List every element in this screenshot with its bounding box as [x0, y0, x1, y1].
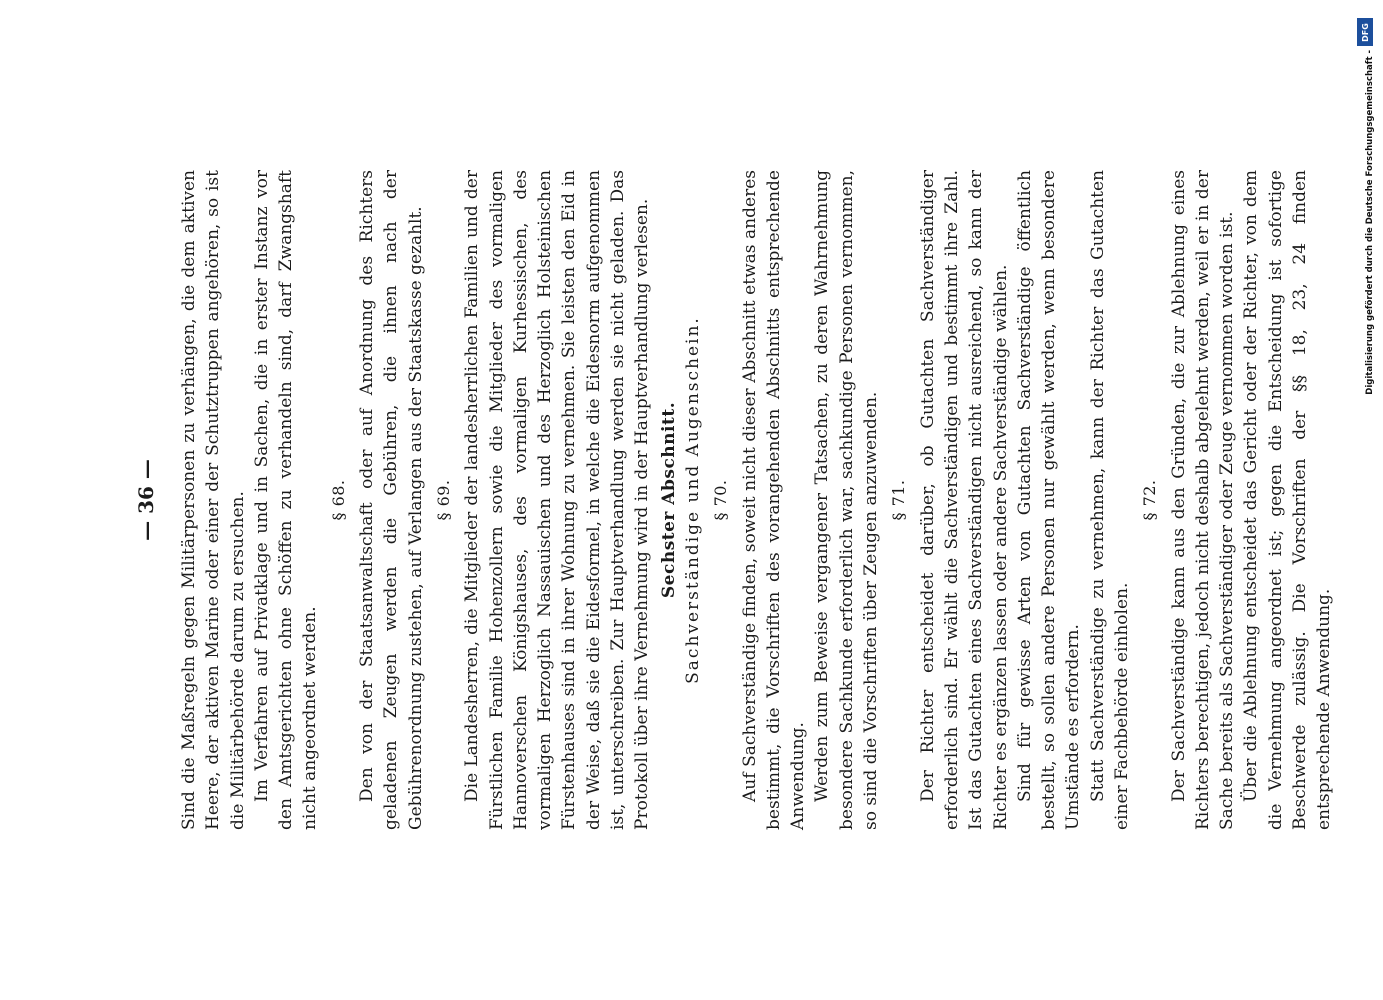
section-heading: § 68.	[328, 479, 348, 521]
paragraph: Der Sachverständige kann aus den Gründen, die zur Ablehnung eines Richters berechtigen, jedoch nicht deshalb abgelehnt werden, weil er in der Sache bereits als Sachverständiger oder Zeuge vernommen worden ist.	[1168, 170, 1238, 830]
paragraph: Sind die Maßregeln gegen Militärpersonen zu verhängen, die dem aktiven Heere, der aktiven Marine oder einer der Schutztruppen angehören, so ist die Militärbehörde darum zu ersuchen.	[179, 170, 248, 830]
dfg-logo: DFG	[1357, 18, 1373, 46]
section-heading: § 72.	[1140, 479, 1160, 521]
paragraph: Statt Sachverständige zu vernehmen, kann der Richter das Gutachten einer Fachbehörde einholen.	[1087, 170, 1132, 830]
paragraph: Im Verfahren auf Privatklage und in Sachen, die in erster Instanz vor den Amtsgerichten ohne Schöffen zu verhandeln sind, darf Zwangshaft nicht angeordnet werden.	[251, 170, 321, 830]
digitization-sidebar	[1357, 18, 1381, 398]
section-heading: § 71.	[889, 479, 909, 521]
rotated-page	[131, 170, 1335, 830]
section-heading: § 69.	[433, 479, 453, 521]
digitization-credit: Digitalisierung gefördert durch die Deutsche Forschungsgemeinschaft -	[1365, 50, 1375, 395]
section-heading: § 70.	[711, 479, 731, 521]
chapter-heading: Sechster Abschnitt.	[658, 401, 679, 599]
page-number-header: — 36 —	[134, 459, 158, 541]
paragraph: Der Richter entscheidet darüber, ob Gutachten Sachverständiger erforderlich sind. Er wählt die Sachverständigen und bestimmt ihre Zahl. Ist das Gutachten eines Sachverständigen nicht ausreichend, so kann der Richter es ergänzen lassen oder andere Sachverständige wählen.	[917, 170, 1011, 830]
paragraph: Sind für gewisse Arten von Gutachten Sachverständige öffentlich bestellt, so sollen andere Personen nur gewählt werden, wenn besondere Umstände es erfordern.	[1014, 170, 1084, 830]
paragraph: Die Landesherren, die Mitglieder der landesherrlichen Familien und der Fürstlichen Familie Hohenzollern sowie die Mitglieder des vormaligen Hannoverschen Königshauses, des vormaligen Kurhessischen, des vormaligen Herzoglich Nassauischen und des Herzoglich Holsteinischen Fürstenhauses sind in ihrer Wohnung zu vernehmen. Sie leisten den Eid in der Weise, daß sie die Eidesformel, in welche die Eidesnorm aufgenommen ist, unterschreiben. Zur Hauptverhandlung werden sie nicht geladen. Das Protokoll über ihre Vernehmung wird in der Hauptverhandlung verlesen.	[462, 170, 653, 830]
paragraph: Werden zum Beweise vergangener Tatsachen, zu deren Wahrnehmung besondere Sachkunde erforderlich war, sachkundige Personen vernommen, so sind die Vorschriften über Zeugen anzuwenden.	[812, 170, 882, 830]
chapter-subheading: Sachverständige und Augenschein.	[682, 316, 703, 684]
paragraph: Über die Ablehnung entscheidet das Gericht oder der Richter, von dem die Vernehmung angeordnet ist; gegen die Entscheidung ist sofortige Beschwerde zulässig. Die Vorschriften der §§ 18, 23, 24 finden entsprechende Anwendung.	[1241, 170, 1335, 830]
paragraph: Auf Sachverständige finden, soweit nicht dieser Abschnitt etwas anderes bestimmt, die Vorschriften des vorangehenden Abschnitts entsprechende Anwendung.	[739, 170, 809, 830]
paragraph: Den von der Staatsanwaltschaft oder auf Anordnung des Richters geladenen Zeugen werden die Gebühren, die ihnen nach der Gebührenordnung zustehen, auf Verlangen aus der Staatskasse gezahlt.	[357, 170, 426, 830]
